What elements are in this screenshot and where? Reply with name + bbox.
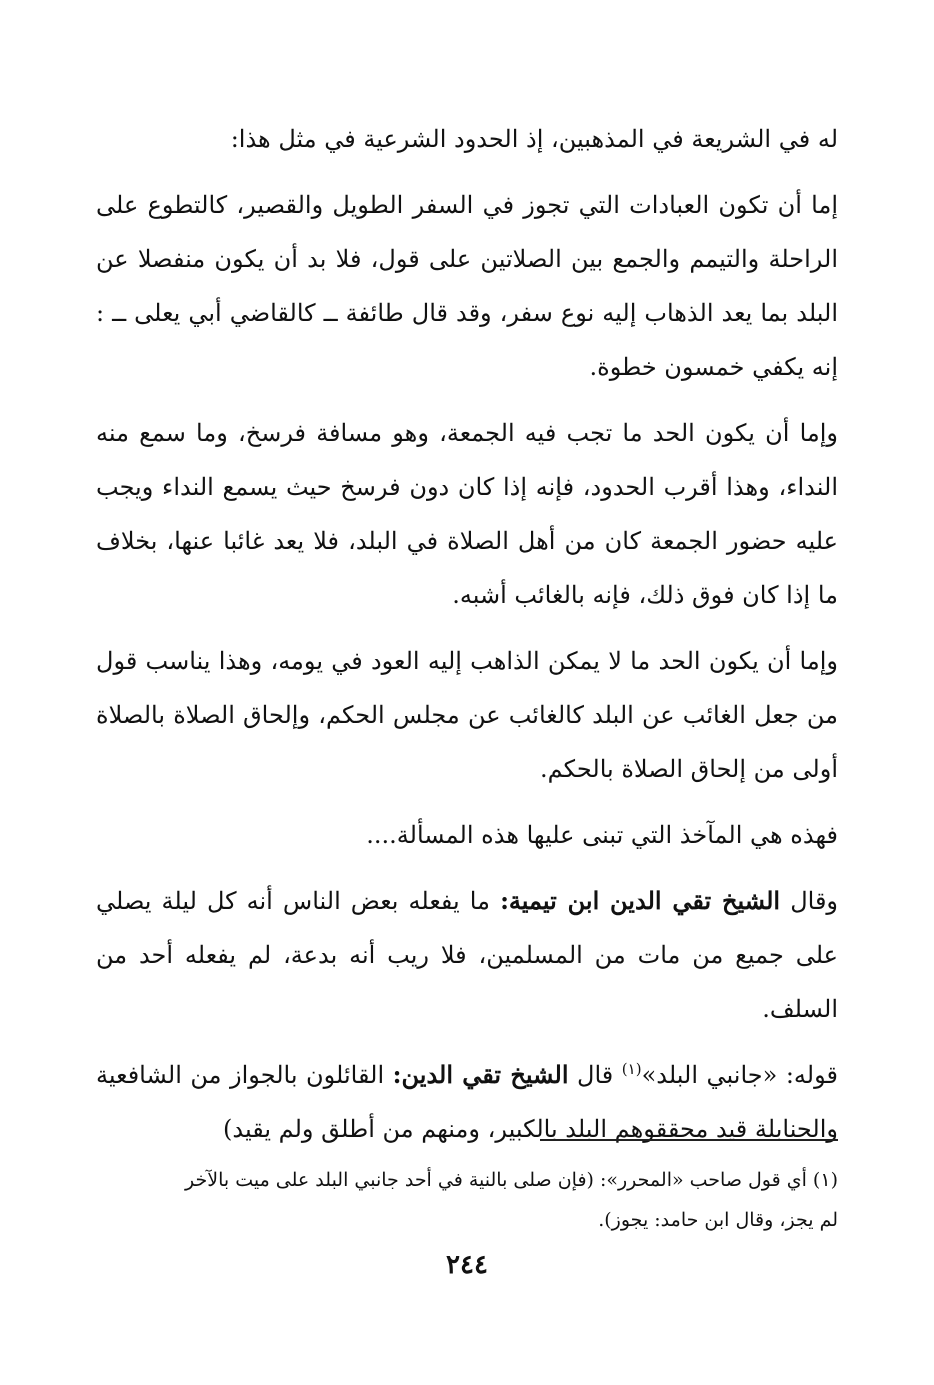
paragraph-7-author: الشيخ تقي الدين: bbox=[392, 1060, 569, 1089]
paragraph-5: فهذه هي المآخذ التي تبنى عليها هذه المسألة.... bbox=[366, 821, 838, 849]
paragraph-7-text: القائلون بالجواز من الشافعية والحنابلة قيد محققوهم البلد بالكبير، ومنهم من أطلق ولم يقيد) bbox=[96, 1061, 838, 1143]
paragraph-3: وإما أن يكون الحد ما تجب فيه الجمعة، وهو مسافة فرسخ، وما سمع منه النداء، وهذا أقرب الحدود، فإنه إذا كان دون فرسخ حيث يسمع النداء ويجب عليه حضور الجمعة كان من أهل الصلاة في البلد، فلا يعد غائبا عنها، بخلاف ما إذا كان فوق ذلك، فإنه بالغائب أشبه. bbox=[96, 419, 838, 609]
paragraph-6-author: الشيخ تقي الدين ابن تيمية: bbox=[500, 886, 781, 915]
paragraph-6 bbox=[96, 874, 838, 1036]
page-body bbox=[96, 112, 838, 1156]
footnote-divider bbox=[540, 1139, 838, 1141]
paragraph-1: له في الشريعة في المذهبين، إذ الحدود الشرعية في مثل هذا: bbox=[230, 125, 838, 153]
footnote-line-1: (١) أي قول صاحب «المحرر»: (فإن صلى بالنية في أحد جانبي البلد على ميت بالآخر bbox=[185, 1169, 838, 1191]
paragraph-6-text: ما يفعله بعض الناس أنه كل ليلة يصلي على جميع من مات من المسلمين، فلا ريب أنه بدعة، لم يفعله أحد من السلف. bbox=[96, 887, 838, 1023]
footnote-reference: (١) bbox=[621, 1060, 642, 1078]
footnote-line-2: لم يجز، وقال ابن حامد: يجوز). bbox=[598, 1209, 838, 1231]
paragraph-4: وإما أن يكون الحد ما لا يمكن الذاهب إليه العود في يومه، وهذا يناسب قول من جعل الغائب عن البلد كالغائب عن مجلس الحكم، وإلحاق الصلاة بالصلاة أولى من إلحاق الصلاة بالحكم. bbox=[96, 647, 838, 783]
paragraph-7-intro: قال bbox=[577, 1061, 614, 1089]
paragraph-6-intro: وقال bbox=[790, 887, 838, 915]
page-number: ٢٤٤ bbox=[446, 1250, 488, 1280]
footnote bbox=[96, 1160, 838, 1240]
paragraph-2: إما أن تكون العبادات التي تجوز في السفر الطويل والقصير، كالتطوع على الراحلة والتيمم والجمع بين الصلاتين على قول، فلا بد أن يكون منفصلا عن البلد بما يعد الذهاب إليه نوع سفر، وقد قال طائفة ــ كالقاضي أبي يعلى ــ : إنه يكفي خمسون خطوة. bbox=[96, 191, 838, 381]
paragraph-7-quote: قوله: «جانبي البلد» bbox=[641, 1061, 838, 1089]
